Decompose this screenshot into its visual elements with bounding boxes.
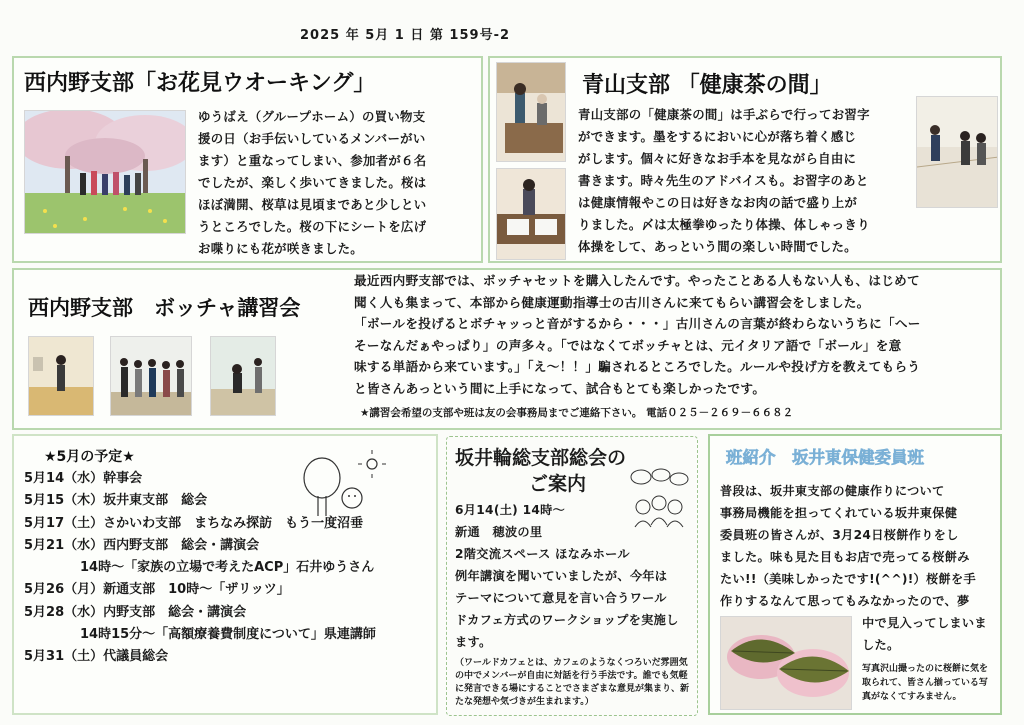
text-line: 例年講演を聞いていましたが、今年は	[455, 569, 668, 583]
han-body	[720, 480, 1000, 612]
schedule-item: 5月28（水）内野支部 総会・講演会	[24, 604, 247, 620]
text-line: ドカフェ方式のワークショップを実施し	[455, 613, 679, 627]
schedule-item: 14時15分～「高額療養費制度について」県連講師	[80, 627, 376, 643]
text-line: 事務局機能を担ってくれている坂井東保健	[720, 506, 958, 520]
text-line: そーなんだぁやっぱり」の声多々。「ではなくてボッチャとは、元イタリア語で「ボール」を意	[354, 337, 902, 353]
text-line: うところでした。桜の下にシートを広げ	[198, 219, 427, 234]
text-line: りました。〆は太極拳ゆったり体操、体しゃっきり	[578, 217, 870, 232]
sakuramochi-photo	[720, 616, 852, 710]
text-line: ができます。墨をするにおいに心が落ち着く感じ	[578, 129, 857, 144]
text-line: 体操をして、あっという間の楽しい時間でした。	[578, 239, 857, 254]
text-line: 書きます。時々先生のアドバイスも。お習字のあと	[578, 173, 869, 188]
text-line: 2階交流スペース ほなみホール	[455, 547, 630, 561]
text-line: テーマについて意見を言い合うワール	[455, 591, 667, 605]
text-line: ます）と重なってしまい、参加者が６名	[198, 153, 427, 168]
text-line: と皆さんあっという間に上手になって、試合もとても楽しかったです。	[354, 380, 766, 396]
schedule-item: 5月15（木）坂井東支部 総会	[24, 493, 208, 509]
text-line: ゆうばえ（グループホーム）の買い物支	[198, 109, 426, 124]
text-line: 中で見入ってしまいま	[862, 616, 987, 630]
schedule-list	[24, 468, 434, 669]
aoyama-title: 青山支部 「健康茶の間」	[582, 73, 832, 98]
schedule-panel	[12, 434, 438, 715]
han-photo-note: 写真沢山撮ったのに桜餅に気を取られて、皆さん揃っている写真がなくてすみません。	[862, 664, 989, 702]
boccia-photo-3	[210, 336, 276, 416]
schedule-item: 5月31（土）代議員総会	[24, 649, 169, 665]
text-line: 新通 穂波の里	[455, 525, 543, 539]
text-line: は健康情報やこの日は好きなお肉の話で盛り上が	[578, 195, 858, 210]
calligraphy-photo-1	[496, 62, 566, 162]
text-line: 6月14(土) 14時～	[455, 503, 566, 517]
boccia-panel	[12, 268, 1002, 430]
cherry-blossom-photo	[24, 110, 186, 234]
han-body-tail	[862, 612, 1000, 656]
schedule-item: 5月14（水）幹事会	[24, 471, 143, 486]
han-panel	[708, 434, 1002, 715]
ohanami-title: 西内野支部「お花見ウオーキング」	[24, 71, 376, 96]
schedule-item: 14時～「家族の立場で考えたACP」石井ゆうさん	[80, 560, 375, 576]
text-line: 青山支部の「健康茶の間」は手ぶらで行ってお習字	[578, 107, 870, 122]
text-line: 作りするなんて思ってもみなかったので、夢	[720, 594, 970, 608]
ohanami-panel	[12, 56, 483, 263]
text-line: 「ボールを投げるとボチャッっと音がするから・・・」古川さんの言葉が終わらないうちに「へー	[354, 316, 921, 331]
schedule-item: 5月17（土）さかいわ支部 まちなみ探訪 もう一度沼垂	[24, 515, 364, 531]
text-line: がします。個々に好きなお手本を見ながら自由に	[578, 151, 857, 166]
world-cafe-note: （ワールドカフェとは、カフェのようなくつろいだ雰囲気の中でメンバーが自由に対話を行う手法です。誰でも気軽に発言できる場にすることでさまざまな意見が集まり、新たな発想や気づきが生まれます。）	[455, 658, 690, 707]
aoyama-body	[578, 104, 918, 258]
schedule-item: 5月26（月）新通支部 10時～「ザリッツ」	[24, 582, 290, 598]
text-line: 聞く人も集まって、本部から健康運動指導士の古川さんに来てもらい講習会をしました。	[354, 294, 870, 310]
ohanami-body	[198, 106, 482, 260]
text-line: ました。味も見た目もお店で売ってる桜餅み	[720, 550, 970, 564]
text-line: 最近西内野支部では、ボッチャセットを購入したんです。やったことある人もない人も、はじめて	[354, 273, 920, 288]
calligraphy-photo-2	[496, 168, 566, 260]
text-line: たい!!（美味しかったです!(^^)!）桜餅を手	[720, 572, 976, 586]
text-line: 味する単語から来ています。」「え～！！」騙されるところでした。ルールや投げ方を教えてもらう	[354, 359, 921, 374]
text-line: した。	[862, 638, 900, 652]
text-line: ます。	[455, 635, 492, 649]
sakaiwa-title-line1: 坂井輪総支部総会の	[455, 447, 627, 469]
aoyama-panel	[488, 56, 1002, 263]
text-line: お喋りにも花が咲きました。	[198, 241, 363, 256]
schedule-item: 5月21（水）西内野支部 総会・講演会	[24, 537, 260, 553]
boccia-title: 西内野支部 ボッチャ講習会	[28, 296, 301, 320]
boccia-contact-note: ★講習会希望の支部や班は友の会事務局までご連絡下さい。 電話０２５－２６９－６６８２	[360, 407, 794, 419]
boccia-body	[354, 270, 999, 399]
issue-header: 2025 年 5月 1 日 第 159号-2	[300, 28, 511, 43]
text-line: 援の日（お手伝いしているメンバーがい	[198, 131, 426, 146]
boccia-photo-2	[110, 336, 192, 416]
schedule-title: ★5月の予定★	[44, 449, 135, 465]
sakaiwa-panel	[446, 436, 698, 716]
boccia-photo-1	[28, 336, 94, 416]
text-line: ほぼ満開、桜草は見頃まであと少しとい	[198, 197, 427, 212]
sakaiwa-body	[455, 499, 695, 653]
sakaiwa-title-line2: ご案内	[529, 473, 587, 495]
text-line: 普段は、坂井東支部の健康作りについて	[720, 484, 945, 498]
taichi-photo	[916, 96, 998, 208]
text-line: でしたが、楽しく歩いてきました。桜は	[198, 175, 427, 190]
han-title: 班紹介 坂井東保健委員班	[726, 448, 924, 467]
text-line: 委員班の皆さんが、3月24日桜餅作りをし	[720, 528, 959, 542]
